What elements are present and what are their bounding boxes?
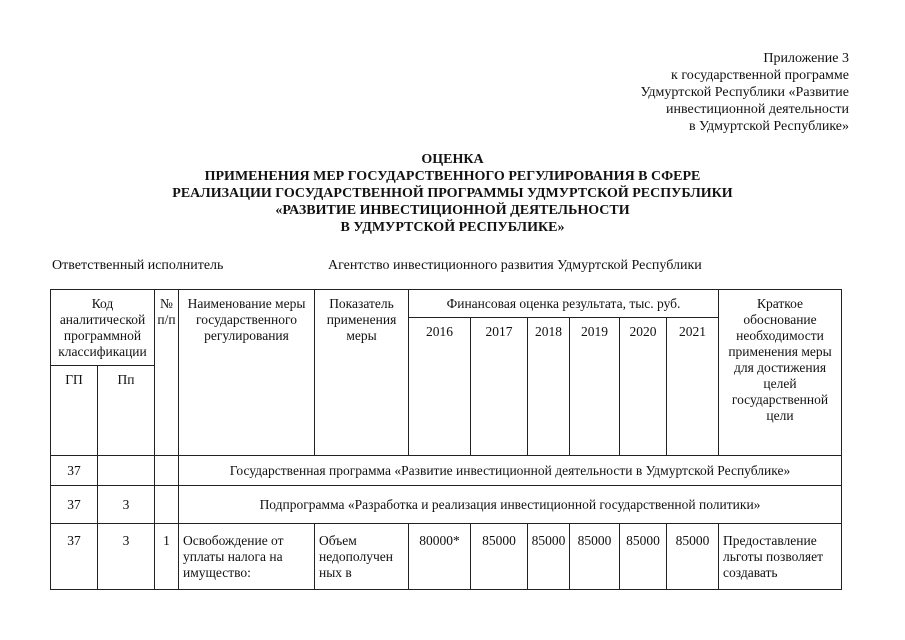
row-gp: 37 — [51, 524, 98, 590]
row-pp: 3 — [98, 524, 155, 590]
appendix-line: инвестиционной деятельности — [665, 102, 849, 117]
subprogram-gp: 37 — [51, 486, 98, 524]
responsible-value: Агентство инвестиционного развития Удмуртской Республики — [328, 258, 702, 273]
header-year: 2018 — [528, 318, 570, 456]
header-justification: Краткое обоснование необходимости применения меры для достижения целей государственной цели — [719, 290, 842, 456]
header-year: 2019 — [570, 318, 620, 456]
header-row — [51, 290, 842, 318]
appendix-note — [589, 50, 849, 135]
title-line: ОЦЕНКА — [421, 152, 484, 167]
title-line: ПРИМЕНЕНИЯ МЕР ГОСУДАРСТВЕННОГО РЕГУЛИРОВАНИЯ В СФЕРЕ — [204, 169, 701, 184]
subprogram-pp: 3 — [98, 486, 155, 524]
program-row — [51, 456, 842, 486]
header-num: № п/п — [155, 290, 179, 456]
header-code: Код аналитической программной классификации — [51, 290, 155, 366]
header-measure: Наименование меры государственного регулирования — [179, 290, 315, 456]
subprogram-num-empty — [155, 486, 179, 524]
title-line: В УДМУРТСКОЙ РЕСПУБЛИКЕ» — [340, 220, 565, 235]
appendix-line: к государственной программе — [671, 68, 849, 83]
row-value: 85000 — [570, 524, 620, 590]
header-financial: Финансовая оценка результата, тыс. руб. — [409, 290, 719, 318]
appendix-line: Удмуртской Республики «Развитие — [640, 85, 849, 100]
table-row — [51, 524, 842, 590]
header-pp: Пп — [98, 366, 155, 456]
row-measure: Освобождение от уплаты налога на имущество: — [179, 524, 315, 590]
row-num: 1 — [155, 524, 179, 590]
header-indicator: Показатель применения меры — [315, 290, 409, 456]
row-value: 85000 — [528, 524, 570, 590]
row-indicator: Объем недополучен ных в — [315, 524, 409, 590]
row-value: 85000 — [471, 524, 528, 590]
responsible-label: Ответственный исполнитель — [52, 258, 224, 273]
appendix-line: Приложение 3 — [763, 51, 849, 66]
row-value: 85000 — [667, 524, 719, 590]
program-title: Государственная программа «Развитие инвестиционной деятельности в Удмуртской Республике» — [179, 456, 842, 486]
subprogram-title: Подпрограмма «Разработка и реализация инвестиционной государственной политики» — [179, 486, 842, 524]
row-value: 80000* — [409, 524, 471, 590]
header-year: 2021 — [667, 318, 719, 456]
header-year: 2020 — [620, 318, 667, 456]
row-value: 85000 — [620, 524, 667, 590]
title-line: «РАЗВИТИЕ ИНВЕСТИЦИОННОЙ ДЕЯТЕЛЬНОСТИ — [275, 203, 630, 218]
header-year: 2016 — [409, 318, 471, 456]
header-gp: ГП — [51, 366, 98, 456]
subprogram-row — [51, 486, 842, 524]
row-justification: Предоставление льготы позволяет создавать — [719, 524, 842, 590]
header-year: 2017 — [471, 318, 528, 456]
program-pp-empty — [98, 456, 155, 486]
document-title — [0, 151, 905, 236]
program-gp: 37 — [51, 456, 98, 486]
appendix-line: в Удмуртской Республике» — [688, 119, 849, 134]
regulation-table — [50, 289, 842, 590]
program-num-empty — [155, 456, 179, 486]
title-line: РЕАЛИЗАЦИИ ГОСУДАРСТВЕННОЙ ПРОГРАММЫ УДМУРТСКОЙ РЕСПУБЛИКИ — [172, 186, 733, 201]
